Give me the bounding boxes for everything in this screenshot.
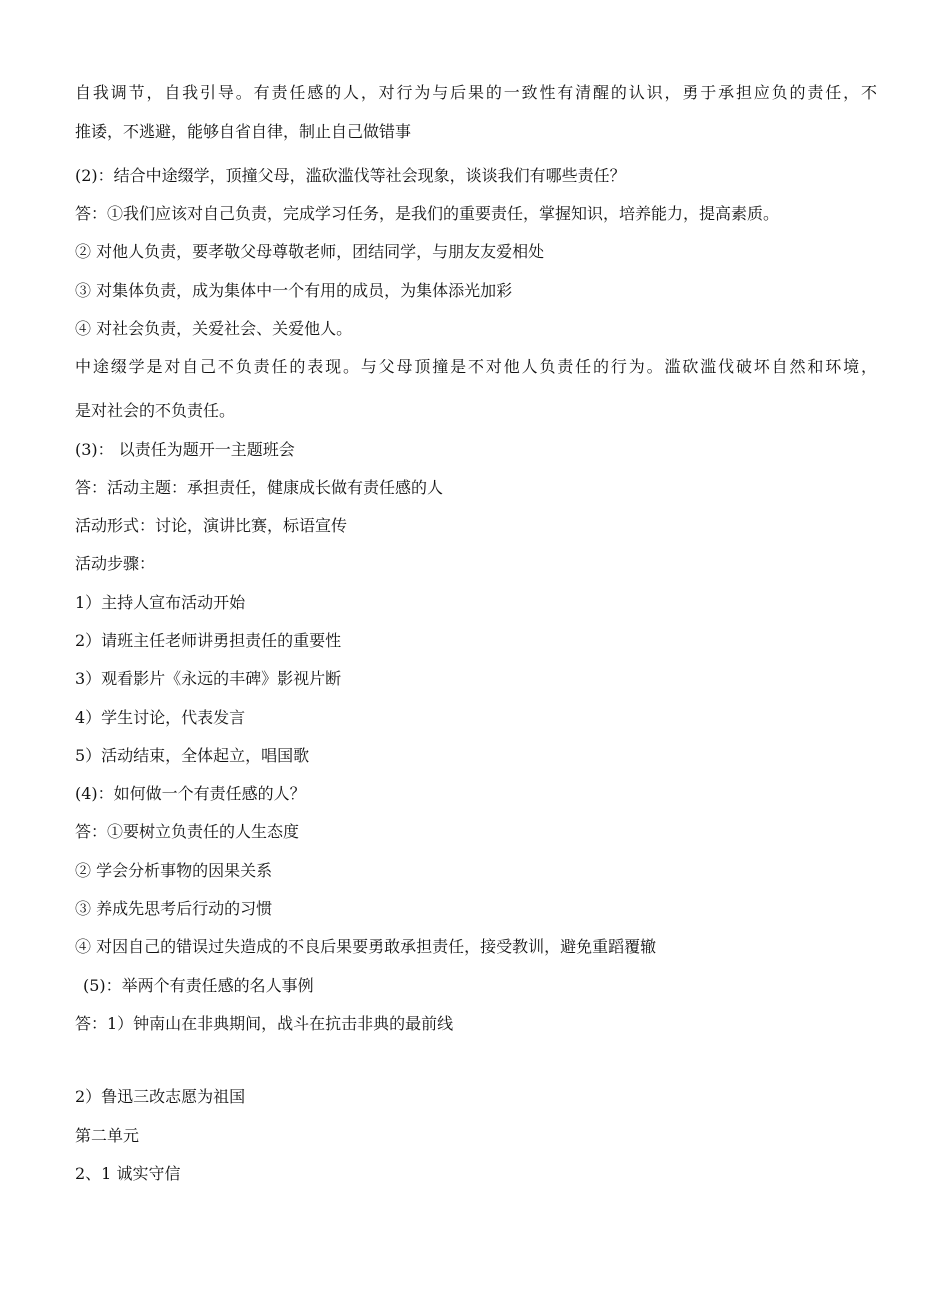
paragraph-line: 自我调节，自我引导。有责任感的人，对行为与后果的一致性有清醒的认识，勇于承担应负的责任，不: [75, 83, 877, 102]
section-heading: 第二单元: [75, 1126, 140, 1145]
answer-line: 答：活动主题：承担责任，健康成长做有责任感的人: [75, 478, 444, 497]
paragraph-line: 活动形式：讨论，演讲比赛，标语宣传: [75, 516, 348, 535]
list-item: ③ 对集体负责，成为集体中一个有用的成员，为集体添光加彩: [75, 281, 513, 300]
list-item: ④ 对社会负责，关爱社会、关爱他人。: [75, 319, 353, 338]
answer-line: 答：①我们应该对自己负责，完成学习任务，是我们的重要责任，掌握知识，培养能力，提高素质。: [75, 204, 780, 223]
list-item: ④ 对因自己的错误过失造成的不良后果要勇敢承担责任，接受教训，避免重蹈覆辙: [75, 937, 657, 956]
answer-line: 答：1）钟南山在非典期间，战斗在抗击非典的最前线: [75, 1014, 454, 1033]
subsection-heading: 2、1 诚实守信: [75, 1164, 181, 1183]
list-item: 2）请班主任老师讲勇担责任的重要性: [75, 631, 342, 650]
list-item: ② 对他人负责，要孝敬父母尊敬老师，团结同学，与朋友友爱相处: [75, 242, 545, 261]
question-5: (5)：举两个有责任感的名人事例: [83, 976, 314, 995]
paragraph-line: 活动步骤：: [75, 554, 156, 573]
list-item: 4）学生讨论，代表发言: [75, 708, 246, 727]
paragraph-line: 中途缀学是对自己不负责任的表现。与父母顶撞是不对他人负责任的行为。滥砍滥伐破坏自然和环境，: [75, 357, 877, 376]
answer-line: 答：①要树立负责任的人生态度: [75, 822, 300, 841]
list-item: 5）活动结束，全体起立，唱国歌: [75, 746, 310, 765]
list-item: 3）观看影片《永远的丰碑》影视片断: [75, 669, 342, 688]
paragraph-line: 推诿，不逃避，能够自省自律，制止自己做错事: [75, 122, 412, 141]
question-3: (3)： 以责任为题开一主题班会: [75, 440, 295, 459]
paragraph-line: 是对社会的不负责任。: [75, 401, 236, 420]
question-2: (2)：结合中途缀学，顶撞父母，滥砍滥伐等社会现象，谈谈我们有哪些责任？: [75, 166, 626, 185]
list-item: ② 学会分析事物的因果关系: [75, 861, 273, 880]
list-item: 1）主持人宣布活动开始: [75, 593, 246, 612]
list-item: 2）鲁迅三改志愿为祖国: [75, 1087, 246, 1106]
list-item: ③ 养成先思考后行动的习惯: [75, 899, 273, 918]
question-4: (4)：如何做一个有责任感的人？: [75, 784, 306, 803]
